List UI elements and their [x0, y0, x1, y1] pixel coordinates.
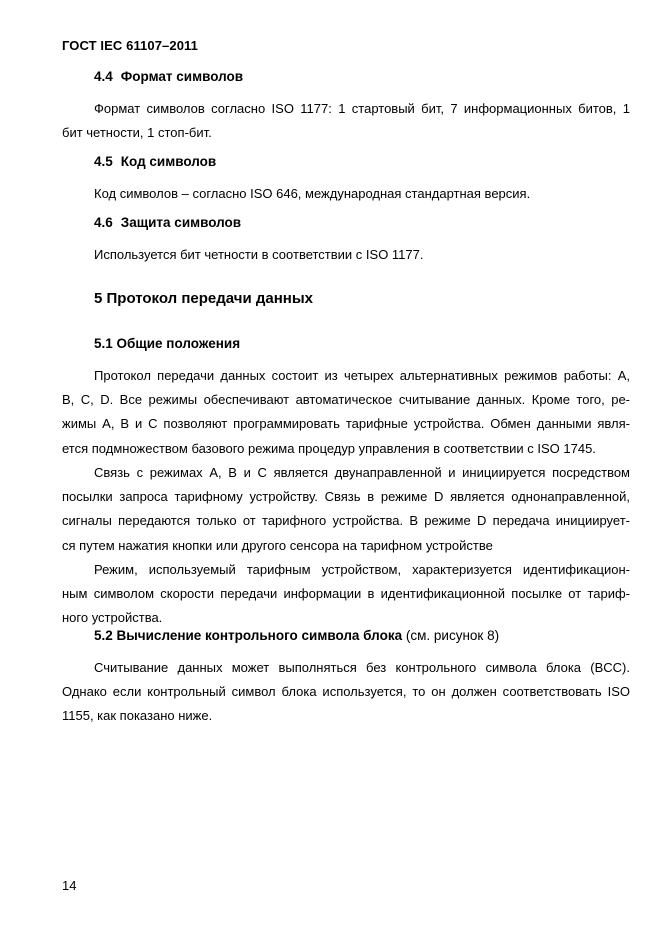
heading-title: Код символов [120, 154, 217, 169]
heading-title: Формат символов [120, 69, 244, 84]
text-line: Считывание данных может выполняться без контрольного символа блока (BCC). [94, 660, 630, 675]
text-line: жимы A, B и C позволяют программировать тарифные устройства. Обмен данными явля- [62, 416, 630, 432]
heading-5-1: 5.1 Общие положения [94, 336, 241, 351]
heading-title: Защита символов [120, 215, 242, 230]
text-line: ного устройства. [62, 610, 163, 626]
text-line: Связь с режимах A, B и C является двунаправленной и инициируется посредством [94, 465, 630, 480]
heading-4-5 [94, 154, 216, 169]
paragraph-4-6 [62, 243, 630, 267]
heading-number: 4.6 [94, 215, 113, 230]
paragraph-5-1-b [62, 461, 630, 558]
paragraph-4-5 [62, 182, 630, 206]
paragraph-5-2 [62, 656, 630, 729]
text-line: 1155, как показано ниже. [62, 708, 213, 724]
text-line: сигналы передаются только от тарифного устройства. В режиме D передача инициирует- [62, 513, 630, 529]
text-line: Режим, используемый тарифным устройством, характеризуется идентификацион- [94, 562, 630, 577]
heading-number: 4.5 [94, 154, 113, 169]
heading-5-2 [94, 628, 499, 643]
page-number: 14 [62, 878, 77, 893]
heading-5: 5 Протокол передачи данных [94, 290, 313, 307]
paragraph-5-1-c [62, 558, 630, 631]
figure-reference: (см. рисунок 8) [405, 628, 500, 643]
heading-4-4 [94, 69, 243, 84]
text-line: Используется бит четности в соответствии с ISO 1177. [94, 247, 424, 262]
heading-4-6 [94, 215, 241, 230]
heading-title: 5.2 Вычисление контрольного символа блока [94, 628, 403, 643]
text-line: Однако если контрольный символ блока используется, то он должен соответствовать ISO [62, 684, 630, 700]
text-line: бит четности, 1 стоп-бит. [62, 125, 212, 141]
text-line: Протокол передачи данных состоит из четырех альтернативных режимов работы: A, [94, 368, 630, 383]
text-line: ется подмножеством базового режима процедур управления в соответствии с ISO 1745. [62, 440, 596, 456]
document-header: ГОСТ IEC 61107–2011 [62, 38, 198, 53]
text-line: B, C, D. Все режимы обеспечивают автоматическое считывание данных. Кроме того, ре- [62, 392, 630, 408]
paragraph-4-4 [62, 97, 630, 145]
text-line: Код символов – согласно ISO 646, международная стандартная версия. [94, 186, 531, 201]
text-line: ным символом скорости передачи информации в идентификационной посылке от тариф- [62, 586, 630, 602]
paragraph-5-1-a [62, 364, 630, 461]
text-line: посылки запроса тарифному устройству. Связь в режиме D является однонаправленной, [62, 489, 630, 505]
text-line: ся путем нажатия кнопки или другого сенсора на тарифном устройстве [62, 537, 493, 553]
heading-number: 4.4 [94, 69, 113, 84]
text-line: Формат символов согласно ISO 1177: 1 стартовый бит, 7 информационных битов, 1 [94, 101, 630, 116]
